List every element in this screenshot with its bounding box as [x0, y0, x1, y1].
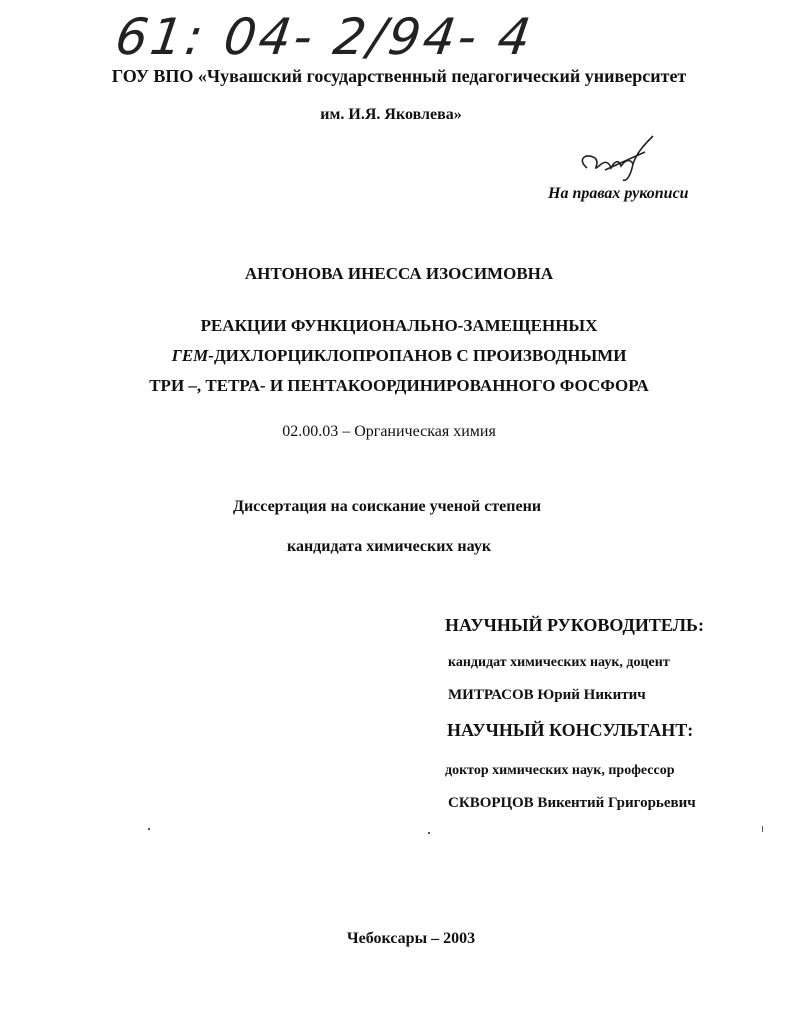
manuscript-note: На правах рукописи — [548, 185, 689, 202]
degree-line-2: кандидата химических наук — [286, 538, 492, 555]
title-line-3: ТРИ –, ТЕТРА- И ПЕНТАКООРДИНИРОВАННОГО ФОСФОРА — [149, 376, 649, 395]
title-line-2 — [0, 346, 798, 366]
scan-speck — [762, 826, 763, 832]
supervisor-title: кандидат химических наук, доцент — [448, 655, 670, 670]
consultant-heading: НАУЧНЫЙ КОНСУЛЬТАНТ: — [447, 720, 694, 740]
title-line-2-text: ДИХЛОРЦИКЛОПРОПАНОВ С ПРОИЗВОДНЫМИ — [213, 346, 627, 365]
institution-line-1: ГОУ ВПО «Чувашский государственный педагогический университет — [111, 66, 687, 86]
city-year: Чебоксары – 2003 — [346, 930, 476, 947]
consultant-title: доктор химических наук, профессор — [445, 763, 675, 778]
signature — [575, 130, 665, 185]
degree-line-1: Диссертация на соискание ученой степени — [232, 498, 542, 515]
scan-speck — [428, 832, 430, 834]
handwritten-catalog-number: 61: 04- 2/94- 4 — [111, 8, 538, 66]
title-line-1: РЕАКЦИИ ФУНКЦИОНАЛЬНО-ЗАМЕЩЕННЫХ — [200, 316, 598, 335]
title-italic-prefix: ГЕМ- — [171, 346, 214, 365]
specialty: 02.00.03 – Органическая химия — [282, 423, 496, 440]
scan-speck — [148, 828, 150, 830]
supervisor-name: МИТРАСОВ Юрий Никитич — [448, 687, 646, 703]
author-name: АНТОНОВА ИНЕССА ИЗОСИМОВНА — [244, 264, 554, 283]
consultant-name: СКВОРЦОВ Викентий Григорьевич — [448, 795, 696, 811]
supervisor-heading: НАУЧНЫЙ РУКОВОДИТЕЛЬ: — [445, 615, 704, 635]
institution-line-2: им. И.Я. Яковлева» — [320, 106, 462, 123]
